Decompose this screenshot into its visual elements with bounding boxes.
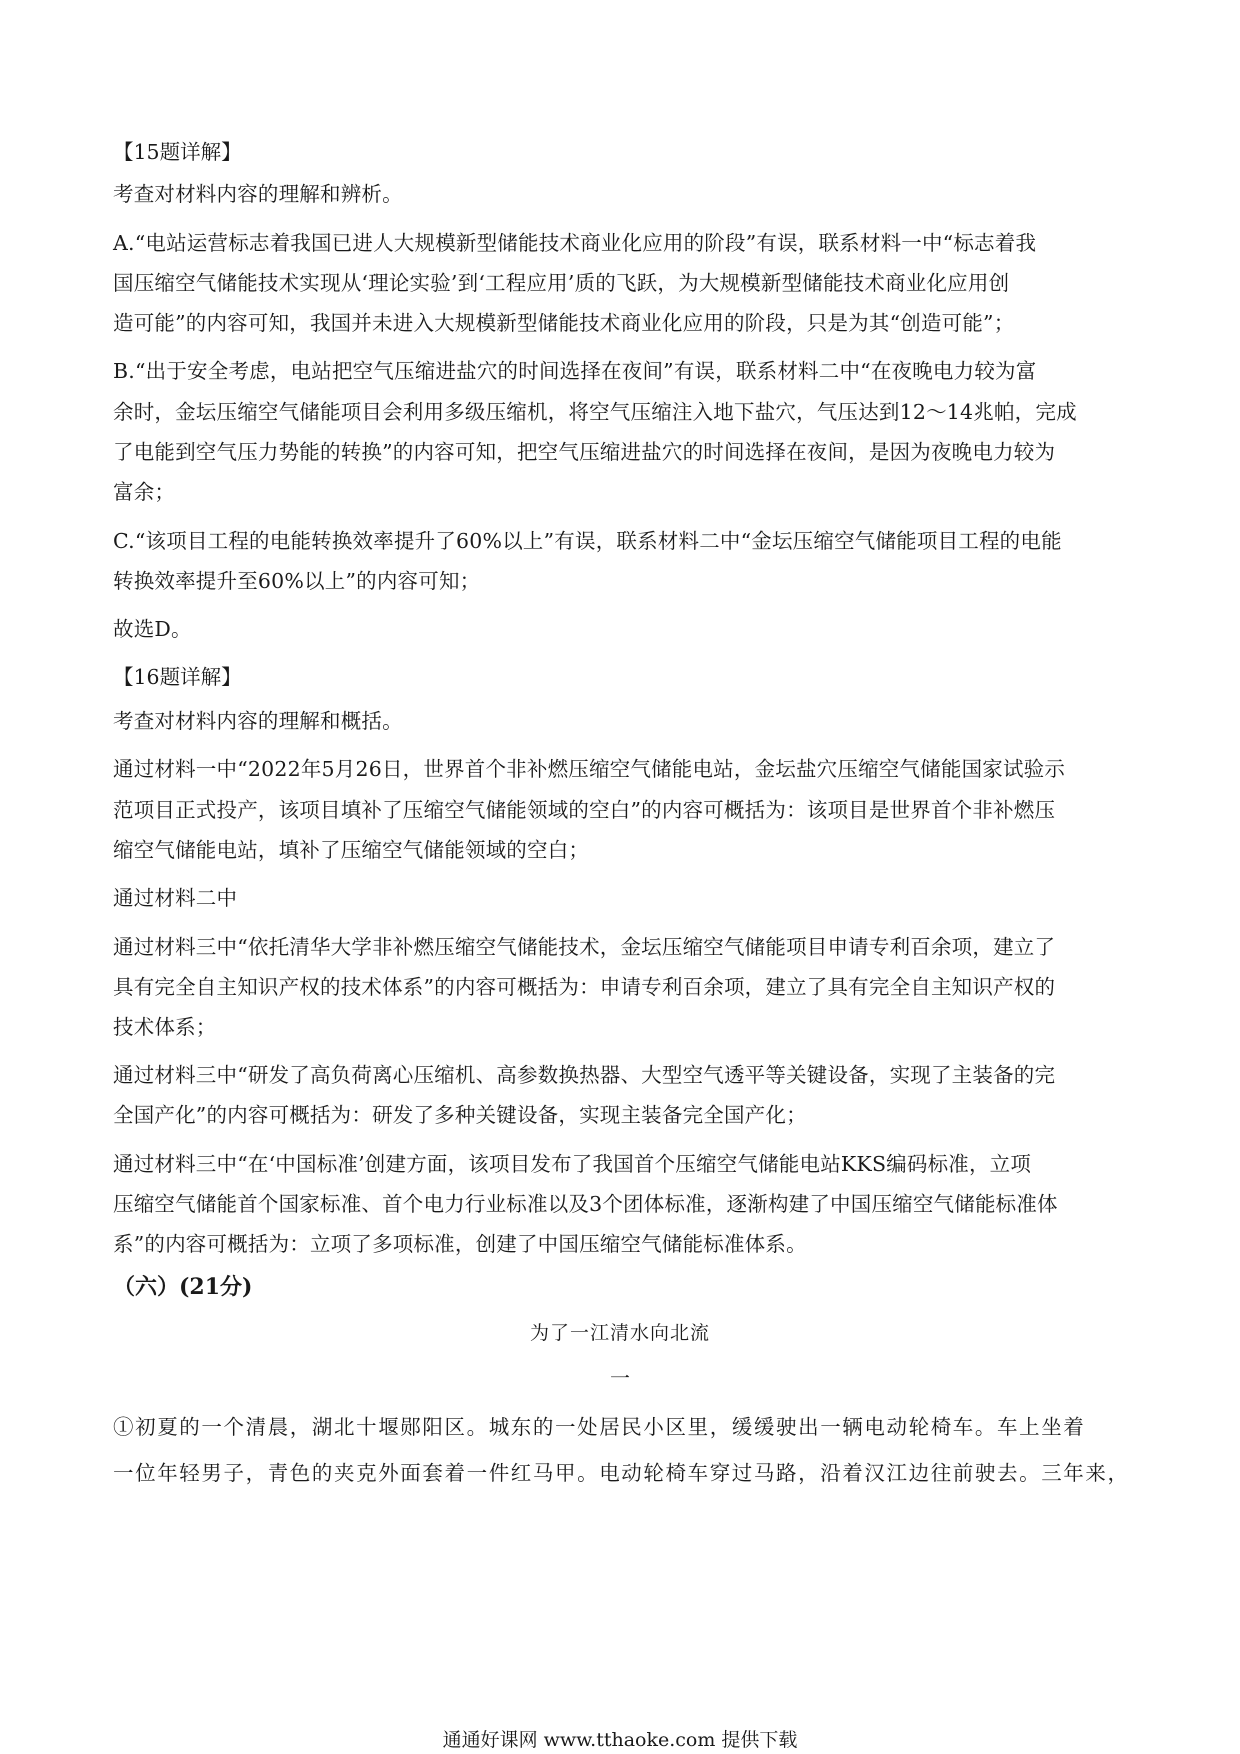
section-label: （六）(21分) — [113, 1274, 253, 1300]
q16-heading: 【16题详解】 — [113, 665, 242, 689]
q15-line: 余时，金坛压缩空气储能项目会利用多级压缩机，将空气压缩注入地下盐穴，气压达到12～14兆帕，完成 — [113, 400, 1077, 424]
q16-line: 技术体系； — [113, 1015, 217, 1039]
q15-line: 故选D。 — [113, 617, 192, 641]
article-line: ①初夏的一个清晨，湖北十堰郧阳区。城东的一处居民小区里，缓缓驶出一辆电动轮椅车。车上坐着 — [113, 1415, 1086, 1439]
q15-line: 国压缩空气储能技术实现从‘理论实验’到‘工程应用’质的飞跃，为大规模新型储能技术商业化应用创 — [113, 271, 1010, 295]
q16-line: 压缩空气储能首个国家标准、首个电力行业标准以及3个团体标准，逐渐构建了中国压缩空气储能标准体 — [113, 1192, 1058, 1216]
q16-line: 缩空气储能电站，填补了压缩空气储能领域的空白； — [113, 838, 590, 862]
q16-line: 通过材料三中“在‘中国标准’创建方面，该项目发布了我国首个压缩空气储能电站KKS编码标准，立项 — [113, 1152, 1032, 1176]
q16-line: 通过材料三中“依托清华大学非补燃压缩空气储能技术，金坛压缩空气储能项目申请专利百余项，建立了 — [113, 935, 1056, 959]
q15-line: B.“出于安全考虑，电站把空气压缩进盐穴的时间选择在夜间”有误，联系材料二中“在夜晚电力较为富 — [113, 359, 1037, 383]
q16-line: 具有完全自主知识产权的技术体系”的内容可概括为：申请专利百余项，建立了具有完全自主知识产权的 — [113, 975, 1056, 999]
q15-line: 富余； — [113, 480, 176, 504]
q16-line: 通过材料三中“研发了高负荷离心压缩机、高参数换热器、大型空气透平等关键设备，实现了主装备的完 — [113, 1063, 1056, 1087]
article-line: 一位年轻男子，青色的夹克外面套着一件红马甲。电动轮椅车穿过马路，沿着汉江边往前驶去。三年来， — [113, 1461, 1130, 1485]
footer-credit: 通通好课网 www.tthaoke.com 提供下载 — [442, 1729, 798, 1751]
q16-line: 范项目正式投产，该项目填补了压缩空气储能领域的空白”的内容可概括为：该项目是世界首个非补燃压 — [113, 798, 1056, 822]
chapter-number: 一 — [610, 1366, 630, 1390]
q15-line: 转换效率提升至60%以上”的内容可知； — [113, 569, 481, 593]
q16-line: 考查对材料内容的理解和概括。 — [113, 709, 403, 733]
q15-line: C.“该项目工程的电能转换效率提升了60%以上”有误，联系材料二中“金坛压缩空气储能项目工程的电能 — [113, 529, 1062, 553]
q15-line: 了电能到空气压力势能的转换”的内容可知，把空气压缩进盐穴的时间选择在夜间，是因为夜晚电力较为 — [113, 440, 1056, 464]
q15-heading: 【15题详解】 — [113, 140, 242, 164]
q15-line: 考查对材料内容的理解和辨析。 — [113, 182, 403, 206]
q15-line: A.“电站运营标志着我国已进人大规模新型储能技术商业化应用的阶段”有误，联系材料一中“标志着我 — [113, 231, 1037, 255]
q16-line: 全国产化”的内容可概括为：研发了多种关键设备，实现主装备完全国产化； — [113, 1103, 807, 1127]
q15-line: 造可能”的内容可知，我国并未进入大规模新型储能技术商业化应用的阶段，只是为其“创造可能”； — [113, 311, 1015, 335]
q16-line: 通过材料一中“2022年5月26日，世界首个非补燃压缩空气储能电站，金坛盐穴压缩空气储能国家试验示 — [113, 757, 1066, 781]
article-title: 为了一江清水向北流 — [529, 1322, 710, 1344]
q16-line: 通过材料二中 — [113, 886, 238, 910]
q16-line: 系”的内容可概括为：立项了多项标准，创建了中国压缩空气储能标准体系。 — [113, 1232, 807, 1256]
